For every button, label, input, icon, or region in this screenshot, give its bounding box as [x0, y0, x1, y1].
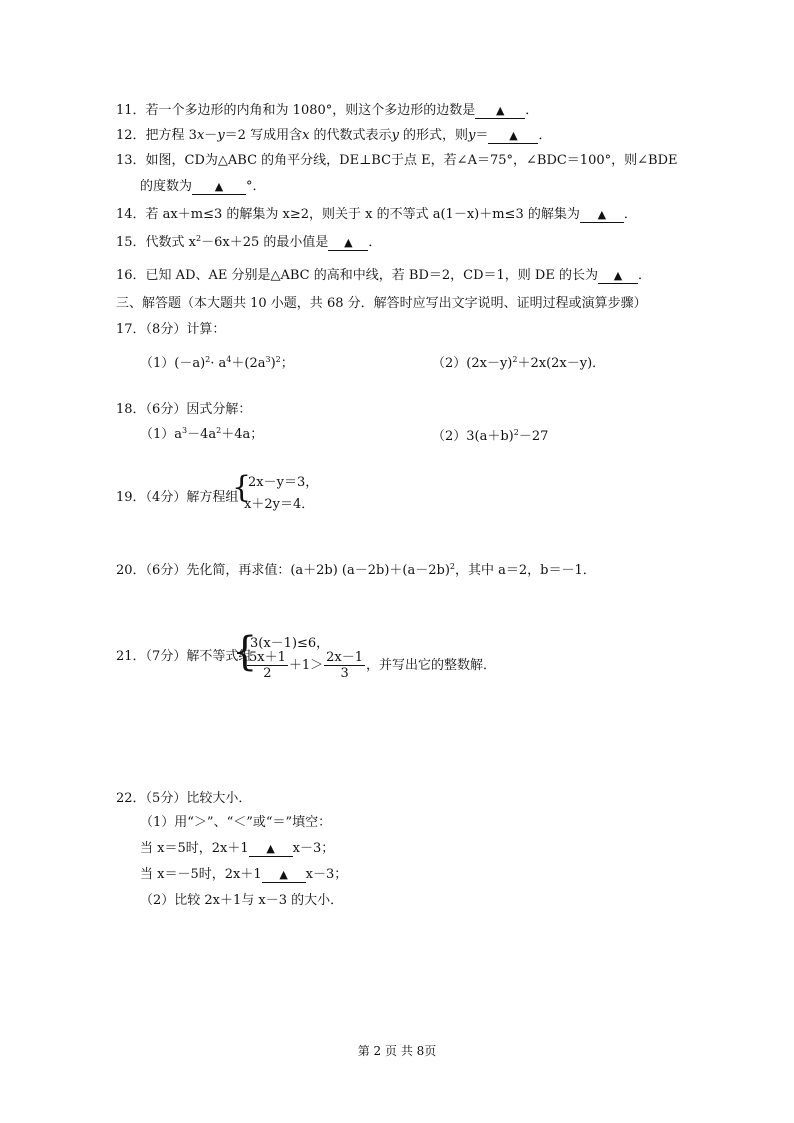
q17-p2-exp: 2: [512, 355, 518, 364]
q12-var-x2: x: [302, 128, 310, 143]
q15-end: ．: [368, 235, 382, 250]
q21-inequality-2: [246, 650, 496, 681]
q19-brace: {: [232, 470, 252, 505]
q15-exponent: 2: [196, 234, 202, 243]
q18-p1-exp1: 3: [182, 426, 188, 435]
question-22-line-1: [140, 840, 334, 858]
question-17-part-1: [140, 355, 294, 373]
q22-l2-text: 当 x＝－5时，2x＋1: [140, 867, 262, 882]
question-20: [116, 562, 596, 580]
q20-text-b: ，其中 a＝2，b＝－1．: [455, 563, 596, 578]
q21-tail: ，并写出它的整数解．: [366, 658, 497, 673]
q17-p1-a: （1）(－a): [140, 356, 206, 371]
question-11: [116, 102, 538, 120]
q19-equation-1: 2x－y＝3，: [248, 475, 319, 490]
q12-text-g: 的代数式表示: [309, 128, 392, 143]
q15-text-b: －6x＋25 的最小值是: [201, 235, 329, 250]
question-22-line-2: [140, 866, 347, 884]
q21-frac2-numerator: 2x－1: [326, 650, 364, 665]
question-12: [116, 127, 551, 145]
question-16: [116, 267, 651, 285]
q12-end: ．: [538, 128, 552, 143]
q16-end: ．: [637, 268, 651, 283]
question-19-title: 19．（4分）解方程组: [116, 490, 239, 505]
q18-p1-a: （1）a: [140, 427, 183, 442]
q17-p1-c: ＋(2a: [231, 356, 266, 371]
q18-p1-exp2: 2: [216, 426, 222, 435]
q17-p1-exp4: 2: [275, 355, 281, 364]
question-11-end: ．: [525, 103, 539, 118]
q13-text: 的度数为: [140, 179, 193, 194]
q21-mid: ＋1＞: [288, 658, 324, 673]
q17-p2-b: ＋2x(2x－y)．: [517, 356, 606, 371]
q17-p1-exp2: 4: [226, 355, 232, 364]
q12-minus: －: [204, 128, 218, 143]
q21-frac1-numerator: 5x＋1: [249, 650, 286, 665]
answer-blank-15[interactable]: ▲: [328, 236, 368, 251]
q20-exponent: 2: [449, 562, 455, 571]
q17-p1-d: ): [270, 356, 276, 371]
q12-var-y: y: [217, 128, 225, 143]
question-22-part-2: （2）比较 2x＋1与 x－3 的大小．: [140, 893, 344, 908]
q18-p2-b: －27: [518, 429, 549, 444]
answer-blank-16[interactable]: ▲: [598, 269, 638, 284]
question-11-text: 11．若一个多边形的内角和为 1080°，则这个多边形的边数是: [116, 103, 476, 118]
q21-fraction-2: [324, 650, 365, 681]
q20-text-a: 20．（6分）先化简，再求值：(a＋2b) (a－2b)＋(a－2b): [116, 563, 450, 578]
q17-p1-exp3: 3: [265, 355, 271, 364]
question-13-line-1: 13．如图，CD为△ABC 的角平分线，DE⊥BC于点 E，若∠A＝75°，∠BDC＝100°，则∠BDE: [116, 153, 678, 168]
q12-var-y2: y: [391, 128, 399, 143]
q21-inequality-1: 3(x－1)≤6，: [250, 636, 330, 651]
q22-l2-end: x－3；: [305, 867, 348, 882]
q21-brace: {: [232, 629, 258, 675]
q18-p1-b: －4a: [187, 427, 217, 442]
q14-text: 14．若 ax＋m≤3 的解集为 x≥2，则关于 x 的不等式 a(1－x)＋m≤3 的解集为: [116, 207, 580, 222]
q21-fraction-1: [247, 650, 288, 681]
question-17-title: 17．（8分）计算：: [116, 322, 226, 337]
q12-text-e: ＝2 写成用含: [224, 128, 303, 143]
answer-blank-12[interactable]: ▲: [488, 129, 538, 144]
answer-blank-11[interactable]: ▲: [475, 104, 525, 119]
page-footer: 第 2 页 共 8页: [357, 1044, 437, 1058]
question-14: [116, 206, 637, 224]
question-13-line-2: [140, 178, 266, 196]
q12-var-x: x: [196, 128, 205, 143]
q22-l1-text: 当 x＝5时，2x＋1: [140, 841, 249, 856]
q22-l1-end: x－3；: [292, 841, 335, 856]
question-17-part-2: [432, 355, 605, 373]
question-15: [116, 234, 381, 252]
q12-var-y3: y: [468, 128, 476, 143]
question-18-part-1: [140, 426, 263, 444]
q17-p2-a: （2）(2x－y): [432, 356, 513, 371]
section-3-heading: 三、解答题（本大题共 10 小题，共 68 分．解答时应写出文字说明、证明过程或演算步骤）: [116, 296, 647, 311]
q17-p1-exp1: 2: [205, 355, 211, 364]
q18-p2-exp: 2: [513, 428, 519, 437]
question-21-title: 21．（7分）解不等式组: [116, 649, 252, 664]
q18-p1-c: ＋4a；: [221, 427, 264, 442]
q13-end: °．: [246, 179, 266, 194]
answer-blank-22-1[interactable]: ▲: [249, 842, 293, 857]
answer-blank-22-2[interactable]: ▲: [262, 868, 306, 883]
q18-p2-a: （2）3(a＋b): [432, 429, 514, 444]
answer-blank-14[interactable]: ▲: [580, 208, 624, 223]
question-18-part-2: [432, 428, 548, 446]
q12-text-a: 12．把方程 3: [116, 128, 197, 143]
answer-blank-13[interactable]: ▲: [192, 180, 246, 195]
question-22-part-1: （1）用“＞”、“＜”或“＝”填空：: [140, 815, 332, 830]
q17-p1-e: ；: [280, 356, 294, 371]
q12-equals: ＝: [475, 128, 489, 143]
q16-text: 16．已知 AD、AE 分别是△ABC 的高和中线，若 BD＝2，CD＝1，则 DE 的长为: [116, 268, 598, 283]
q17-p1-b: · a: [210, 356, 227, 371]
q19-equation-2: x＋2y＝4．: [244, 497, 315, 512]
question-22-title: 22．（5分）比较大小．: [116, 791, 252, 806]
q14-end: ．: [623, 207, 637, 222]
q15-text-a: 15．代数式 x: [116, 235, 197, 250]
q21-frac1-denominator: 2: [263, 666, 272, 681]
q12-text-i: 的形式，则: [398, 128, 469, 143]
q21-frac2-denominator: 3: [340, 666, 349, 681]
question-18-title: 18．（6分）因式分解：: [116, 402, 252, 417]
